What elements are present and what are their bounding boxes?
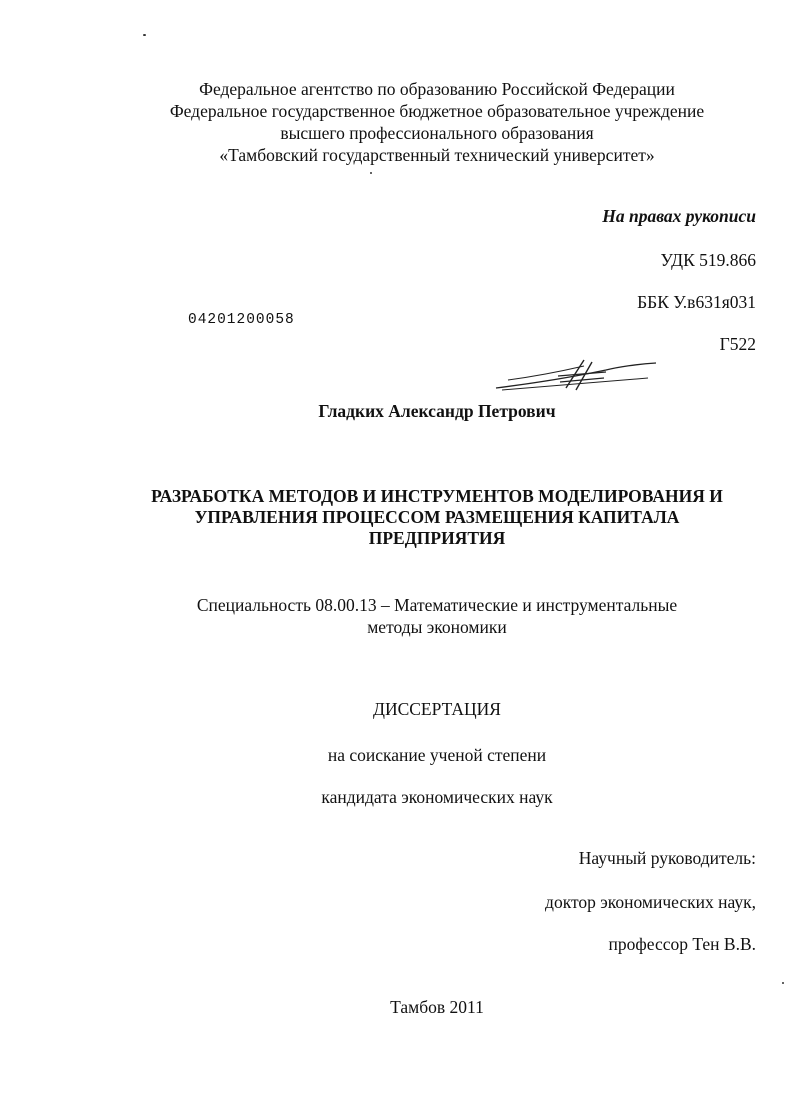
supervisor-name: профессор Тен В.В. bbox=[608, 934, 756, 954]
header-line-4: «Тамбовский государственный технический университет» bbox=[219, 145, 655, 165]
rights-notice: На правах рукописи bbox=[602, 206, 756, 226]
degree-line-2: кандидата экономических наук bbox=[321, 787, 553, 807]
supervisor-label: Научный руководитель: bbox=[578, 848, 756, 868]
header-line-3: высшего профессионального образования bbox=[280, 123, 594, 143]
title-line-3: ПРЕДПРИЯТИЯ bbox=[368, 528, 506, 548]
author-signature bbox=[488, 358, 660, 394]
header-line-2: Федеральное государственное бюджетное образовательное учреждение bbox=[169, 101, 705, 121]
scan-speck bbox=[370, 172, 372, 174]
specialty-line-1: Специальность 08.00.13 – Математические и инструментальные bbox=[196, 595, 678, 615]
place-year: Тамбов 2011 bbox=[390, 997, 484, 1017]
udk-code: УДК 519.866 bbox=[660, 250, 756, 270]
bbk-code: ББК У.в631я031 bbox=[637, 292, 756, 312]
title-line-2: УПРАВЛЕНИЯ ПРОЦЕССОМ РАЗМЕЩЕНИЯ КАПИТАЛА bbox=[194, 507, 680, 527]
degree-line-1: на соискание ученой степени bbox=[327, 745, 547, 765]
document-type: ДИССЕРТАЦИЯ bbox=[373, 699, 501, 719]
author-mark: Г522 bbox=[719, 334, 756, 354]
title-line-1: РАЗРАБОТКА МЕТОДОВ И ИНСТРУМЕНТОВ МОДЕЛИРОВАНИЯ И bbox=[151, 486, 723, 506]
dissertation-title bbox=[0, 486, 794, 549]
specialty bbox=[0, 594, 794, 638]
header-line-1: Федеральное агентство по образованию Российской Федерации bbox=[199, 79, 675, 99]
institution-header bbox=[0, 78, 794, 166]
scan-speck bbox=[143, 34, 146, 36]
supervisor-degree: доктор экономических наук, bbox=[545, 892, 756, 912]
scan-speck bbox=[782, 982, 784, 984]
author-name: Гладких Александр Петрович bbox=[318, 401, 556, 421]
specialty-line-2: методы экономики bbox=[367, 617, 507, 637]
registration-number: 04201200058 bbox=[188, 312, 295, 328]
